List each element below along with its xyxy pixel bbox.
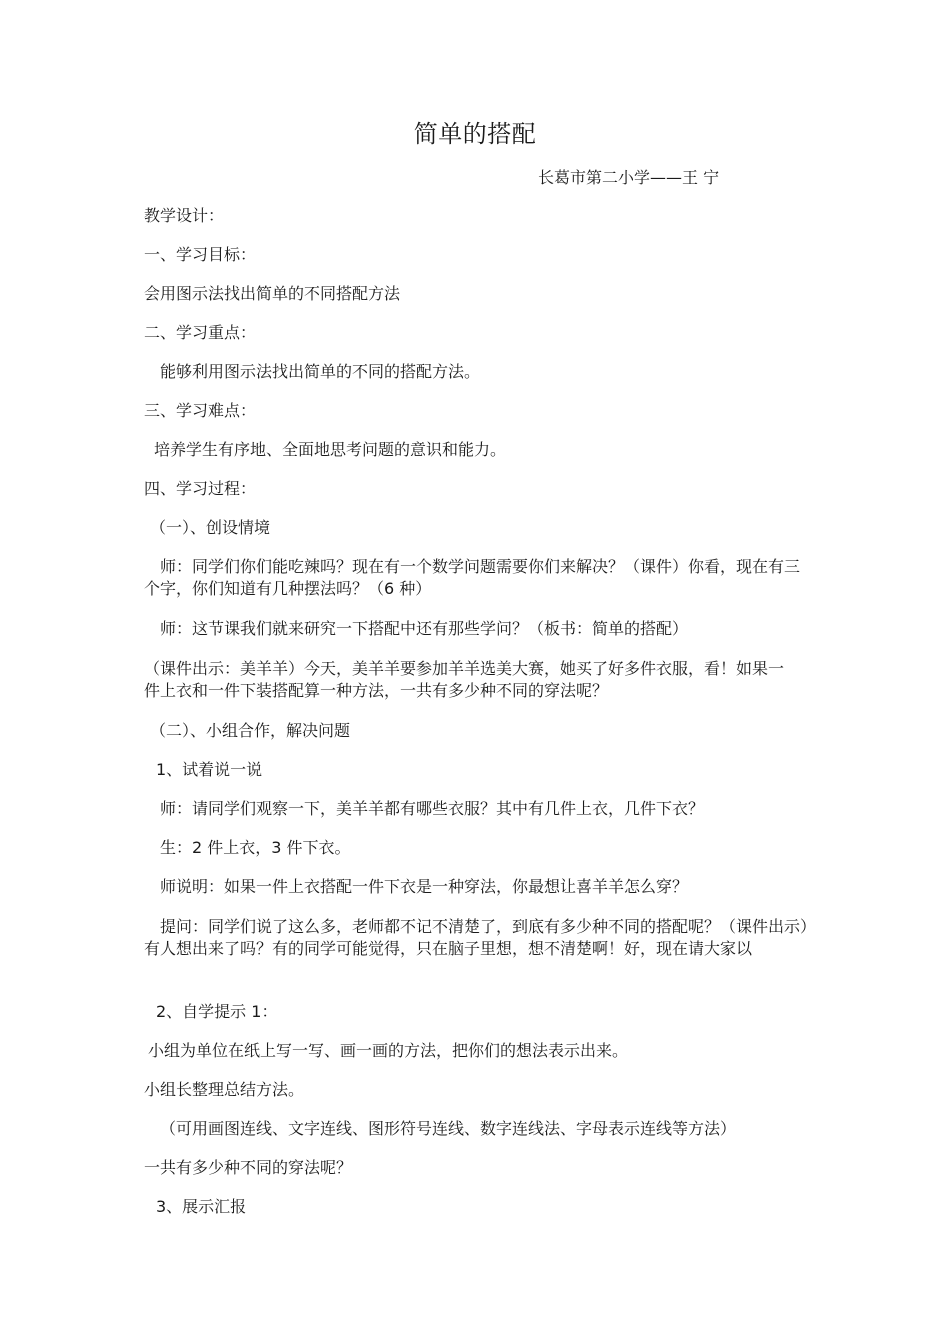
- paragraph: 师：请同学们观察一下，美羊羊都有哪些衣服？其中有几件上衣，几件下衣？: [160, 799, 705, 818]
- paragraph: 能够利用图示法找出简单的不同的搭配方法。: [160, 362, 481, 381]
- subsection-heading: （二）、小组合作，解决问题: [150, 721, 351, 740]
- paragraph: 师说明：如果一件上衣搭配一件下衣是一种穿法，你最想让喜羊羊怎么穿？: [160, 877, 689, 896]
- paragraph: 1、试着说一说: [156, 760, 263, 779]
- paragraph: 会用图示法找出简单的不同搭配方法: [144, 284, 401, 303]
- section-heading: 一、学习目标：: [144, 245, 257, 264]
- section-heading: 三、学习难点：: [144, 401, 257, 420]
- paragraph: 提问：同学们说了这么多，老师都不记不清楚了，到底有多少种不同的搭配呢？（课件出示）有人想出来了吗？有的同学可能觉得，只在脑子里想，想不清楚啊！好，现在请大家以: [144, 917, 809, 958]
- paragraph: （课件出示：美羊羊）今天，美羊羊要参加羊羊选美大赛，她买了好多件衣服，看！如果一件上衣和一件下装搭配算一种方法，一共有多少种不同的穿法呢？: [144, 659, 785, 700]
- document-title: 简单的搭配: [413, 120, 537, 148]
- paragraph: 生：2 件上衣，3 件下衣。: [160, 838, 351, 857]
- section-heading: 四、学习过程：: [144, 479, 257, 498]
- paragraph: 一共有多少种不同的穿法呢？: [144, 1158, 353, 1177]
- paragraph: 3、展示汇报: [156, 1197, 247, 1216]
- document-author: 长葛市第二小学——王 宁: [538, 168, 720, 187]
- paragraph: （可用画图连线、文字连线、图形符号连线、数字连线法、字母表示连线等方法）: [160, 1119, 737, 1138]
- section-heading: 二、学习重点：: [144, 323, 257, 342]
- paragraph: 师：同学们你们能吃辣吗？现在有一个数学问题需要你们来解决？（课件）你看，现在有三个字，你们知道有几种摆法吗？（6 种）: [144, 557, 801, 598]
- paragraph: 师：这节课我们就来研究一下搭配中还有那些学问？（板书：简单的搭配）: [160, 619, 689, 638]
- section-heading: 教学设计：: [144, 206, 225, 225]
- paragraph: 2、自学提示 1：: [156, 1002, 278, 1021]
- paragraph: 小组为单位在纸上写一写、画一画的方法，把你们的想法表示出来。: [148, 1041, 629, 1060]
- subsection-heading: （一）、创设情境: [150, 518, 271, 537]
- paragraph: 小组长整理总结方法。: [144, 1080, 305, 1099]
- paragraph: 培养学生有序地、全面地思考问题的意识和能力。: [154, 440, 507, 459]
